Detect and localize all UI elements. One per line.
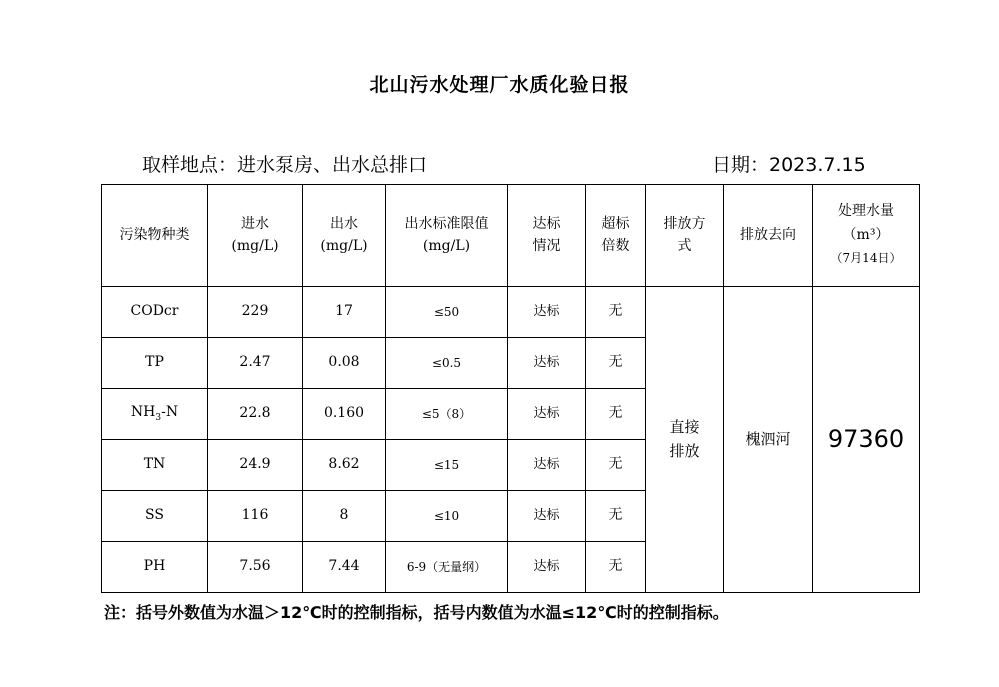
cell-pollutant: SS <box>102 491 208 542</box>
cell-inflow: 22.8 <box>208 389 303 440</box>
cell-pollutant: TN <box>102 440 208 491</box>
cell-outflow: 17 <box>303 287 386 338</box>
sampling-location: 取样地点：进水泵房、出水总排口 <box>142 154 428 176</box>
cell-status: 达标 <box>508 491 586 542</box>
cell-over: 无 <box>586 389 646 440</box>
water-quality-table <box>101 184 920 593</box>
cell-outflow: 8.62 <box>303 440 386 491</box>
cell-outflow: 8 <box>303 491 386 542</box>
header-over-multiple: 超标 倍数 <box>586 185 646 287</box>
header-destination: 排放去向 <box>724 185 813 287</box>
cell-pollutant: CODcr <box>102 287 208 338</box>
cell-status: 达标 <box>508 338 586 389</box>
cell-pollutant: PH <box>102 542 208 593</box>
cell-inflow: 116 <box>208 491 303 542</box>
cell-outflow: 0.08 <box>303 338 386 389</box>
cell-limit: ≤10 <box>386 491 508 542</box>
cell-status: 达标 <box>508 440 586 491</box>
cell-limit: ≤15 <box>386 440 508 491</box>
cell-over: 无 <box>586 287 646 338</box>
cell-status: 达标 <box>508 287 586 338</box>
cell-status: 达标 <box>508 542 586 593</box>
cell-over: 无 <box>586 338 646 389</box>
cell-inflow: 2.47 <box>208 338 303 389</box>
footnote: 注：括号外数值为水温＞12℃时的控制指标，括号内数值为水温≤12℃时的控制指标。 <box>104 603 729 622</box>
cell-inflow: 229 <box>208 287 303 338</box>
cell-destination: 槐泗河 <box>724 287 813 593</box>
header-status: 达标 情况 <box>508 185 586 287</box>
header-limit: 出水标准限值 (mg/L) <box>386 185 508 287</box>
cell-outflow: 0.160 <box>303 389 386 440</box>
table-header-row <box>102 185 920 287</box>
header-volume: 处理水量 （m³） （7月14日） <box>813 185 920 287</box>
cell-inflow: 7.56 <box>208 542 303 593</box>
cell-limit: ≤5（8） <box>386 389 508 440</box>
report-title: 北山污水处理厂水质化验日报 <box>369 74 630 96</box>
header-outflow: 出水 (mg/L) <box>303 185 386 287</box>
cell-pollutant: TP <box>102 338 208 389</box>
cell-over: 无 <box>586 542 646 593</box>
cell-pollutant: $NH_3-N$ <box>102 389 208 440</box>
cell-outflow: 7.44 <box>303 542 386 593</box>
report-date: 日期：2023.7.15 <box>712 154 866 176</box>
cell-limit: ≤50 <box>386 287 508 338</box>
cell-limit: ≤0.5 <box>386 338 508 389</box>
cell-over: 无 <box>586 440 646 491</box>
cell-status: 达标 <box>508 389 586 440</box>
cell-over: 无 <box>586 491 646 542</box>
cell-inflow: 24.9 <box>208 440 303 491</box>
cell-discharge-method: 直接 排放 <box>646 287 724 593</box>
cell-volume: 97360 <box>813 287 920 593</box>
header-inflow: 进水 (mg/L) <box>208 185 303 287</box>
header-pollutant-type: 污染物种类 <box>102 185 208 287</box>
header-discharge-method: 排放方 式 <box>646 185 724 287</box>
cell-limit: 6-9（无量纲） <box>386 542 508 593</box>
table-row <box>102 287 920 338</box>
